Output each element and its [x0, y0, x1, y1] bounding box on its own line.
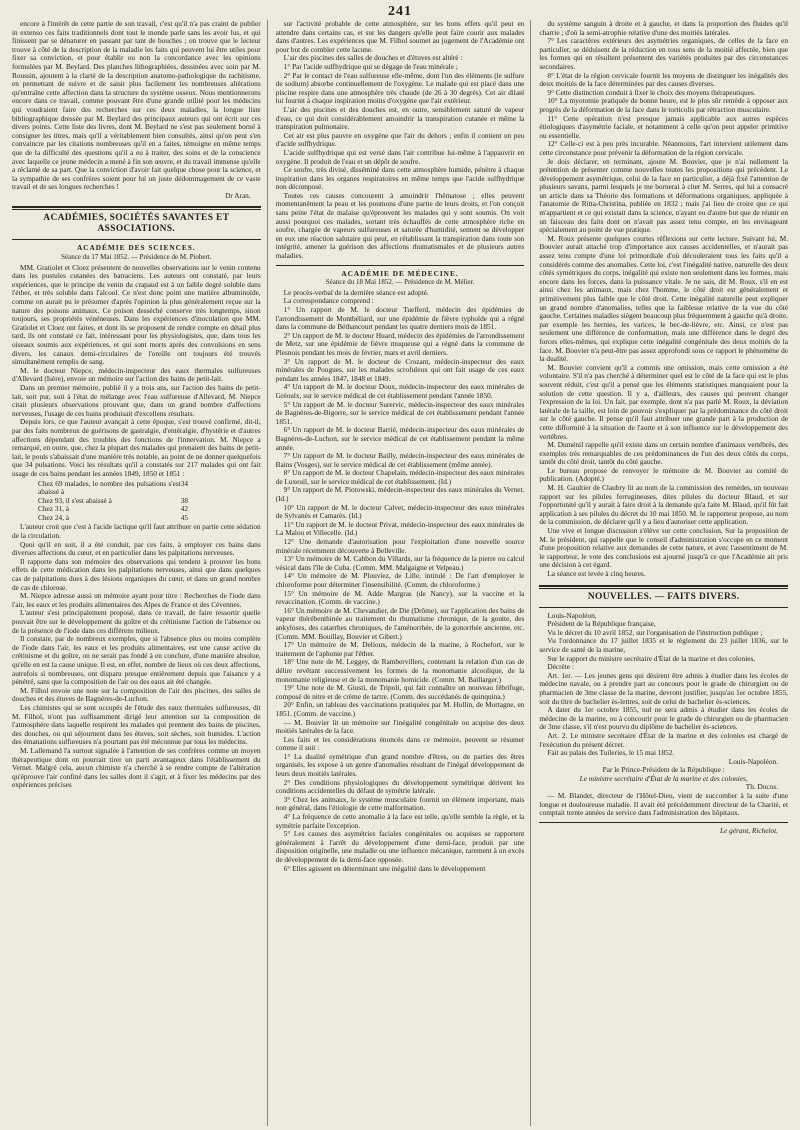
- decree-minister-title: Le ministre secrétaire d'État de la marine et des colonies,: [579, 773, 748, 783]
- table-row: [38, 514, 188, 523]
- paragraph: 9° Un rapport de M. Piotowski, médecin-inspecteur des eaux minérales du Vernet. (Id.): [275, 485, 525, 504]
- section-title-academies: ACADÉMIES, SOCIÉTÉS SAVANTES ET ASSOCIATIONS.: [43, 213, 230, 235]
- blandet-note: [539, 792, 788, 818]
- paragraph: MM. Gratiolet et Cloez présentent de nouvelles observations sur le venin contenu dans les pustules cutanées des batraciens. Les auteurs ont constaté, par leurs expériences, que le principe du venin du crapaud est à un faible degré soluble dans l'éther, et très soluble dans l'alcool. Ce n'est donc point une matière albuminoïde, comme on aurait pu le présumer d'après l'opinion la plus généralement reçue sur la nature des poisons animaux. Ce poison desséché conserve très longtemps, sinon toujours, ses propriétés vénéneuses. Dans les expériences d'inoculation que MM. Gratiolet et Cloez ont faites, et dont ils se proposent de rendre compte en détail plus tard, ils ont constaté ce fait, intéressant pour les physiologistes, que, dans tous les oiseaux soumis aux expériences, et qui sont morts après des convulsions en sens divers, les canaux demi-circulaires de l'oreille ont toujours été trouvés simultanément remplis de sang.: [12, 262, 261, 367]
- paragraph: 19° Une note de M. Giusti, de Tripoli, qui fait connaître un nouveau fébrifuge, composé de nitre et de crème de tartre. (Comm. des succédanés de quinquina.): [275, 683, 525, 701]
- table-row-label: Chez 69 malades, le nombre des pulsations s'est abaissé à: [38, 478, 181, 497]
- paragraph: L'air des piscines et des douches est, en outre, sensiblement saturé de vapeur d'eau, ce qui doit considérablement amoindrir la transpiration cutanée et même la transpiration pulmonaire.: [275, 104, 525, 132]
- paragraph: Les faits et les considérations énoncés dans ce mémoire, peuvent se résumer comme il suit :: [275, 734, 525, 753]
- paragraph: L'auteur s'est principalement proposé, dans ce travail, de faire ressortir quelle pouvait être sur le développement du goître et du crétinisme l'action de l'absence ou de la présence de l'iode dans ces différens milieux.: [12, 608, 261, 635]
- paragraph: M. Bouvier convient qu'il a commis une omission, mais cette omission a été volontaire. S'il n'a pas cherché à déterminer quel est le côté de la face qui est le plus souvent réduit, c'est qu'il a pensé que les éléments statistiques manquaient pour la solution de cette question. Il y a, d'ailleurs, des causes qui peuvent changer l'expression de la loi. Un fait, par exemple, dont n'a pas parlé M. Roux, la déviation latérale de la taille, est loin de pouvoir s'expliquer par la prédominance du côté droit sur le côté gauche. Il pense qu'il faut attribuer une grande part à la production de cette difformité à la situation de l'aorte et à son influence sur le développement des vertèbres.: [539, 362, 789, 441]
- middle-column: [276, 20, 532, 1126]
- paragraph: Décrète :: [547, 662, 574, 672]
- paragraph: 4° Un rapport de M. le docteur Doux, médecin-inspecteur des eaux minérales de Gréoulx, sur le service médical de cet établissement pendant l'année 1850.: [275, 382, 525, 400]
- paragraph: 12° Une demande d'autorisation pour l'exploitation d'une nouvelle source minérale récemment découverte à Belleville.: [275, 537, 525, 555]
- left-column: [12, 20, 268, 1126]
- table-row-value: 38: [180, 495, 188, 505]
- paragraph: 5° Un rapport de M. le docteur Surervic, médecin-inspecteur des eaux minérales de Bagnères-de-Bigorre, sur le service médical de cet établissement pendant l'année 1851.: [275, 399, 525, 426]
- footer-divider: [539, 822, 788, 823]
- section-divider-thin: [12, 239, 261, 240]
- paragraph: 16° Un mémoire de M. Chevandier, de Die (Drôme), sur l'application des bains de vapeur thérébenthinée au traitement du rhumatisme chronique, de la goutte, des ankyloses, des catarrhes chroniques, de l'aménorrhée, de la gonorrhée ancienne, etc. (Comm. MM. Bouillay, Bouvier et Gibert.): [275, 605, 525, 641]
- decree-signature: Louis-Napoléon.: [728, 756, 779, 766]
- paragraph: M. Lallemand l'a surtout signalée à l'attention de ses confrères comme un moyen thérapeutique dont on pourrait tirer un parti avantageux dans l'établissement du Vernet. Malgré cela, aucun chimiste n'a cherché à se rendre compte de l'altération qu'éprouve l'air confiné dans les salles dont il s'agit, et à fixer les médecins par des expériences précises: [12, 745, 261, 790]
- paragraph: sur l'activité probable de cette atmosphère, sur les bons effets qu'il peut en attendre dans certains cas, et sur les dangers qu'elle peut faire courir aux malades dans d'autres. Les expériences que M. Filhol soumet au jugement de l'Académie ont pour but de combler cette lacune.: [275, 20, 525, 54]
- section-divider-medecine: [276, 265, 525, 266]
- paragraph: M. Filhol envoie une note sur la composition de l'air des piscines, des salles de douches et des étuves de Bagnères-de-Luchon.: [12, 685, 261, 704]
- table-row-label: Chez 24, à: [38, 512, 70, 522]
- paragraph: Je dois déclarer, en terminant, ajoute M. Bouvier, que je n'ai nullement la prétention de présenter comme nouvelles toutes les propositions qui précèdent. Le développement asymétrique, celui de la face en particulier, a déjà fixé l'attention de plusieurs savans, parmi lesquels je me bornerai à citer M. Serres, qui lui a consacré un article dans sa Théorie des formations et déformations organiques, appliquée à l'anatomie de Ritta-Christina, publiée en 1832 ; mais j'ai lieu de croire que ce qui m'appartient et ce qui existait dans la science, n'ayant eu d'autre but que de réunir en un faisceau des faits dont on n'avait pas assez tenu compte, en les envisageant spécialement au point de vue pratique.: [539, 156, 789, 235]
- paragraph: Vu l'ordonnance du 17 juillet 1835 et le règlement du 23 juillet 1836, sur le service de santé de la marine,: [539, 636, 789, 654]
- paragraph: 2° Par le contact de l'eau sulfureuse elle-même, dont l'un des éléments (le sulfure de sodium) absorbe continuellement de l'oxygène. Le malade qui est placé dans une piscine respire dans une atmosphère très chaude (de 26 à 30 degrés). Cet air dilaté lui fournit à chaque inspiration moins d'oxygène que l'air extérieur.: [275, 70, 525, 106]
- paragraph: Depuis lors, ce que l'auteur avançait à cette époque, s'est trouvé confirmé, dit-il, par des faits nombreux de guérisons de gastralgie, d'entéralgie, d'hystérie et d'autres affections dépendant des troubles des fonctions de l'innervation. M. Niepce a remarqué, en outre, que, chez la plupart des malades qui prenaient des bains de petit-lait, le pouls s'abaissait d'une manière très notable, au point de ne donner quelquefois que 34 pulsations. Voici les résultats qu'il a constatés sur 217 malades qui ont fait usage de ces bains pendant les années 1849, 1850 et 1851 :: [12, 417, 261, 478]
- pulse-table: [38, 480, 188, 523]
- paragraph: 15° Un mémoire de M. Adde Margras (de Nancy), sur la vaccine et la revaccination. (Comm. de vaccine.): [275, 588, 525, 607]
- paragraph: L'acide sulfhydrique qui est versé dans l'air contribue lui-même à l'appauvrir en oxygène. Il produit de l'eau et un dépôt de soufre.: [275, 147, 525, 166]
- paragraph: 10° La myotomie pratiquée de bonne heure, est le plus sûr remède à opposer aux progrès de la déformation de la face dans le torticolis par rétraction musculaire.: [539, 96, 789, 114]
- paragraph: Art. 2. Le ministre secrétaire d'État de la marine et des colonies est chargé de l'exécution du présent décret.: [539, 730, 789, 749]
- seance-medecine: Séance du 18 Mai 1852. — Présidence de M. Mélier.: [325, 278, 475, 287]
- paragraph: Président de la République française,: [547, 619, 656, 629]
- paragraph: Cet air est plus pauvre en oxygène que l'air du dehors ; enfin il contient un peu d'acide sulfhydrique.: [275, 130, 525, 149]
- filhol-paragraphs: [276, 20, 525, 261]
- sciences-paragraphs-b: [12, 523, 261, 789]
- seance-sciences: Séance du 17 Mai 1852. — Présidence de M. Piobert.: [61, 253, 212, 262]
- paragraph: M. Roux présente quelques courtes réflexions sur cette lecture. Suivant lui, M. Bouvier aurait attaché trop d'importance aux causes accidentelles, et n'aurait pas assez tenu compte d'une loi primordiale d'où découleraient tous les faits qu'il a considérés comme des anomalies. Cette loi, c'est l'inégalité native, naturelle des deux côtés symétriques du corps, inégalité qui existe non seulement dans les formes, mais encore dans les forces, dans la puissance vitale. Je ne sais, dit M. Roux, s'il en est ainsi chez les animaux, mais chez l'homme, le côté droit est généralement et primitivement plus faible que le côté droit. Cette inégalité naturelle peut expliquer un grand nombre d'anomalies, telles que la faiblesse relative de la vue du côté gauche. Certaines maladies siègent beaucoup plus fréquemment à gauche qu'à droite, par exemple les hernies, les varices, le bec-de-lièvre, etc. Ainsi, ce n'est pas seulement une différence de conformation, mais une différence dans le degré des forces elles-mêmes, qui explique cette inégalité congénitale des deux moitiés de la face. M. Bouvier n'a peut-être pas assez approfondi sous ce rapport le phénomène de la dualité.: [539, 233, 789, 364]
- blandet-paragraph: — M. Blandet, directeur de l'Hôtel-Dieu, vient de succomber à la suite d'une longue et douloureuse maladie. Il avait été précédemment directeur de la Charité, et comptait trente années de service dans l'administration des hôpitaux.: [539, 791, 789, 818]
- decree-minister-name: Th. Ducos.: [745, 782, 779, 792]
- paragraph: 8° Un rapport de M. le docteur Chapelain, médecin-inspecteur des eaux minérales de Luxeuil, sur le service médical de cet établissement. (Id.): [275, 468, 525, 486]
- table-row-label: Chez 93, il s'est abaissé à: [38, 495, 112, 505]
- paragraph: 20° Enfin, un tableau des vaccinations pratiquées par M. Hullin, de Mortagne, en 1851. (Comm. de vaccine.): [275, 700, 525, 718]
- intro-text: [12, 20, 261, 192]
- paragraph: 6° Un rapport de M. le docteur Barrié, médecin-inspecteur des eaux minérales de Bagnères-de-Luchon, sur le service médical de cet établissement pendant la même année.: [275, 425, 525, 452]
- paragraph: 6° Elles agissent en déterminant une inégalité dans le développement: [283, 863, 486, 873]
- paragraph: M. le docteur Niepce, médecin-inspecteur des eaux thermales sulfureuses d'Allevard (Isère), envoie un mémoire sur l'action des bains de petit-lait.: [12, 365, 261, 384]
- paragraph: M. H. Gaultier de Claubry lit au nom de la commission des remèdes, un nouveau rapport sur les pilules ferrugineuses, dites pilules du docteur Blaud, et sur l'opportunité qu'il y aurait à faire droit à la demande qu'a faite M. Blaud, qu'il fût fait application à ses pilules du décret du 10 mai 1850. M. le rapporteur propose, au nom de la commission, de déclarer qu'il y a lieu d'autoriser cette application.: [539, 483, 789, 527]
- paragraph: 1° Par l'acide sulfhydrique qui se dégage de l'eau minérale ;: [283, 61, 458, 71]
- medecine-paragraphs: [276, 289, 525, 873]
- sciences-paragraphs-a: [12, 264, 261, 479]
- columns: [12, 20, 788, 1126]
- paragraph: 10° Un rapport de M. le docteur Calvet, médecin-inspecteur des eaux minérales de Sylvanès et Camarès. (Id.): [275, 502, 525, 521]
- paragraph: Fait au palais des Tuileries, le 15 mai 1852.: [547, 748, 675, 758]
- paragraph: Vu le décret du 10 avril 1852, sur l'organisation de l'instruction publique ;: [547, 627, 763, 637]
- paragraph: Le procès-verbal de la dernière séance est adopté.: [283, 287, 429, 297]
- gerant-signature: Le gérant, Richelot.: [720, 825, 779, 835]
- paragraph: A dater du 1er octobre 1855, nul ne sera admis à étudier dans les écoles de médecine de la marine, ou à concourir pour le grade de chirurgien ou de pharmacien de 3me classe, s'il n'est pourvu du diplôme de bachelier ès-sciences.: [539, 705, 789, 732]
- academy-sciences-title: ACADÉMIE DES SCIENCES.: [76, 243, 196, 253]
- paragraph: Une vive et longue discussion s'élève sur cette conclusion. Sur la proposition de M. le président, qui rappelle que le conseil d'administration s'occupe en ce moment d'une proposition relative aux demandes de cette nature, et avec l'assentiment de M. le rapporteur, le vote des conclusions est ajourné jusqu'à ce que l'Académie ait pris une décision à cet égard.: [539, 526, 789, 570]
- academy-medecine-title: ACADÉMIE DE MÉDECINE.: [341, 268, 459, 278]
- paragraph: — M. Bouvier lit un mémoire sur l'inégalité congénitale ou acquise des deux moitiés latérales de la face.: [275, 717, 525, 736]
- paragraph: 3° Un rapport de M. le docteur de Crozant, médecin-inspecteur des eaux minérales de Pougues, sur les malades scrofuleux qui ont fait usage de ces eaux pendant les années 1847, 1848 et 1849.: [275, 356, 525, 383]
- paragraph: Il constate, par de nombreux exemples, que si l'absence plus ou moins complète de l'iode dans l'air, les eaux et les produits alimentaires, est une cause active du crétinisme et du goître, on ne serait pas fondé à en conclure, d'une manière absolue, qu'elle en est la cause unique. Il est, en effet, nombre de lieux où ces deux affections, autrefois si nombreuses, ont disparu presque entièrement depuis que l'aisance y a pénétré, sans que la composition de l'air ou des eaux ait été changée.: [12, 634, 261, 687]
- right-column: [539, 20, 788, 1126]
- paragraph: du système sanguin à droite et à gauche, et dans la proportion des fluides qu'il charrie ; d'où la semi-atrophie relative d'une des moitiés latérales.: [539, 20, 789, 37]
- news-divider: [539, 585, 788, 589]
- decree-countersign-intro: Par le Prince-Président de la République :: [602, 765, 725, 775]
- page-number: 241: [388, 4, 412, 19]
- paragraph: 1° Un rapport de M. le docteur Tuefferd, médecin des épidémies de l'arrondissement de Montbéliard, sur une épidémie de fièvre typhoïde qui a régné dans la commune de Béthancourt pendant les quatre derniers mois de 1851.: [275, 305, 525, 332]
- news-title: NOUVELLES. — FAITS DIVERS.: [587, 591, 740, 602]
- paragraph: Art. 1er. — Les jeunes gens qui désirent être admis à étudier dans les écoles de médecine navale, ou à prendre part au concours pour le grade de chirurgien ou de pharmacien de 3me classe de la marine, devront justifier, jusqu'au 1er octobre 1855, soit du titre de bachelier ès-lettres, soit de celui de bachelier ès-sciences.: [539, 670, 789, 706]
- paragraph: Ce soufre, très divisé, disséminé dans cette atmosphère humide, pénètre à chaque inspiration dans les organes respiratoires en même temps que l'acide sulfhydrique non décomposé.: [275, 165, 525, 192]
- paragraph: Louis-Napoléon,: [547, 610, 597, 620]
- paragraph: 3° Chez les animaux, le système musculaire fournit un élément important, mais non général, dans l'étiologie de cette malformation.: [275, 794, 525, 813]
- paragraph: Dans un premier mémoire, publié il y a trois ans, sur l'action des bains de petit-lait, soit pur, soit à l'état de mélange avec l'eau sulfureuse d'Allevard, M. Niepce citait plusieurs observations prouvant que, dans un grand nombre d'affections nerveuses, l'usage de ces bains produisait d'excellens résultats.: [12, 382, 261, 418]
- paragraph: Il rapporte dans son mémoire des observations qui tendent à prouver les bons effets de cette médication dans les palpitations nerveuses, ainsi que dans quelques cas de palpitations dues à des lésions organiques du cœur, et dans un grand nombre de cas de chlorose.: [12, 556, 261, 592]
- paragraph: 9° Cette distinction conduit à fixer le choix des moyens thérapeutiques.: [547, 87, 756, 97]
- paragraph: Le bureau propose de renvoyer le mémoire de M. Bouvier au comité de publication. (Adopté.): [539, 465, 789, 484]
- intro-signature: Dr Aran.: [225, 190, 251, 200]
- paragraph: M. Niepce adresse aussi un mémoire ayant pour titre : Recherches de l'iode dans l'air, les eaux et les produits alimentaires des Alpes de France et des Cévennes.: [12, 591, 261, 609]
- paragraph: 18° Une note de M. Leggey, de Rambervillers, contenant la relation d'un cas de délire revêtant successivement les formes de la monomanie alcoolique, de la monomanie religieuse et de la monomanie homicide. (Comm. M. Baillarger.): [275, 657, 525, 684]
- news-divider-thin: [539, 607, 788, 608]
- paragraph: 5° Les causes des asymétries faciales congénitales ou acquises se rapportent généralement à l'arrêt du développement d'une demi-face, produit par une disposition originelle, une maladie ou une influence mécanique, rarement à un excès de développement de la demi-face opposée.: [275, 829, 525, 864]
- paragraph: 13° Un mémoire de M. Cabbon du Villards, sur la fréquence de la pierre ou calcul vésical dans l'île de Cuba. (Comm. MM. Malgaigne et Velpeau.): [275, 554, 525, 572]
- paragraph: 11° Un rapport de M. le docteur Privat, médecin-inspecteur des eaux minérales de La Malou et Villecelle. (Id.): [275, 519, 525, 538]
- paragraph: 8° L'état de la région cervicale fournit les moyens de distinguer les inégalités des deux moitiés de la face déterminées par des causes diverses.: [539, 70, 789, 89]
- paragraph: 7° Les caractères extérieurs des asymétries organiques, de celles de la face en particulier, se déduisent de la réduction en tous sens de la moitié affectée, bien que les formes qui en résultent présentent des variétés produites par des circonstances secondaires.: [539, 36, 789, 71]
- table-row-value: 42: [180, 504, 188, 514]
- table-row: [38, 480, 188, 497]
- paragraph: 11° Cette opération n'est presque jamais applicable aux autres espèces étiologiques d'asymétrie faciale, et notamment à celle qu'on peut appeler primitive ou essentielle.: [539, 113, 789, 140]
- paragraph: Toutes ces causes concourent à amoindrir l'hématose ; elles peuvent momentanément la peau et les poumons d'une partie de leurs droits, et l'on conçoit sans peine l'état de malaise qu'éprouvent les malades qui y sont soumis. On voit aussi pourquoi ces malades, sortant très échauffés de cette atmosphère riche en soufre, chargée de vapeurs sulfureuses et saturée d'humidité, sentent se développer en eux une réaction salutaire qui peut, en rétablissant la transpiration dans toute son intégrité, amener la guérison des affections rhumatismales et de plusieurs autres maladies.: [275, 190, 525, 261]
- paragraph: 14° Un mémoire de M. Plouviez, de Lille, intitulé : De l'art d'employer le chloroforme pour déterminer l'insensibilité. (Comm. du chloroforme.): [275, 571, 525, 589]
- paragraph: 17° Un mémoire de M. Delioux, médecin de la marine, à Rochefort, sur le traitement de l'aphonie par l'éther.: [275, 640, 525, 658]
- decree-paragraphs: [539, 612, 788, 758]
- section-divider: [12, 206, 261, 210]
- paragraph: La séance est levée à cinq heures.: [547, 569, 646, 578]
- paragraph: Sur le rapport du ministre secrétaire d'État de la marine et des colonies,: [547, 653, 756, 663]
- table-row-label: Chez 31, à: [38, 504, 70, 514]
- paragraph: 2° Des conditions physiologiques du développement symétrique dérivent les conditions accidentelles du défaut de symétrie latérale.: [275, 777, 525, 796]
- paragraph: 4° La fréquence de cette anomalie à la face est telle, qu'elle semble la règle, et la symétrie parfaite l'exception.: [275, 812, 525, 830]
- table-row-value: 45: [180, 512, 188, 522]
- paragraph: Quoi qu'il en soit, il a été conduit, par ces faits, à employer ces bains dans diverses affections du cœur, et en particulier dans les palpitations nerveuses.: [12, 539, 261, 558]
- paragraph: 1° La dualité symétrique d'un grand nombre d'êtres, ou de parties des êtres organisés, les expose à un genre d'anomalies résultant de l'inégal développement de leurs deux moitiés latérales.: [275, 751, 525, 779]
- paragraph: L'air des piscines des salles de douches et d'étuves est altéré :: [283, 53, 463, 63]
- paragraph: 2° Un rapport de M. le docteur Huard, médecin des épidémies de l'arrondissement de Metz, sur une épidémie de fièvre muqueuse qui a régné dans la commune de Plesnois pendant les mois de février, mars et avril derniers.: [275, 330, 525, 357]
- paragraph: 7° Un rapport de M. le docteur Bailly, médecin-inspecteur des eaux minérales de Bains (Vosges), sur le service médical de cet établissement (même année).: [275, 451, 525, 469]
- paragraph: 12° Celle-ci est à peu près incurable. Néanmoins, l'art intervient utilement dans cette circonstance pour prévenir la déformation de la région cervicale.: [539, 139, 789, 157]
- paragraph: M. Duménil rappelle qu'il existe dans un certain nombre d'animaux vertébrés, des exemples très remarquables de ces prédominances de l'un des deux côtés du corps, tantôt du côté droit, tantôt du côté gauche.: [539, 440, 789, 467]
- bouvier-paragraphs: [539, 20, 788, 579]
- paragraph: Les chimistes qui se sont occupés de l'étude des eaux thermales sulfureuses, dit M. Filhol, n'ont pas suffisamment dirigé leur attention sur la composition de l'atmosphère dans laquelle respirent les malades qui prennent des bains de piscines, des douches, ou qui séjournent dans les étuves, soit sèches, soit humides. L'action des émanations sulfureuses n'a pourtant pas été méconnue par tous les médecins.: [12, 702, 261, 747]
- paragraph: L'auteur croit que c'est à l'acide lactique qu'il faut attribuer en partie cette sédation de la circulation.: [12, 522, 261, 541]
- paragraph: La correspondance comprend :: [283, 296, 374, 306]
- table-row-value: 34: [180, 478, 188, 488]
- paragraph: encore à l'intérêt de cette partie de son travail, c'est qu'il n'a pas craint de publier in extenso ces faits traditionnels dont tout le monde parle sans les avoir lus, et qui finissent par se dénaturer en passant par tant de bouches ; on trouve que le lecteur trouve à côté de la description de la maladie les faits qui peuvent lui être utiles pour fixer sa conviction, et pour établir ou non la concordance avec les opinions formulées par M. Beylard. Des planches lithographiées, dessinées avec soin par M. Roussin, ajoutent à la clarté de la description anatomo-pathologique du rachitisme, en permettant de suivre et de saisir plus facilement les nombreuses altérations qu'entraîne cette affection dans la structure du système osseux. Nous mentionnerons encore dans ce travail, comme pouvant être d'une grande utilité pour les médecins qui voudraient faire des recherches sur ces deux maladies, la longue liste bibliographique dressée par M. Beylard des principaux auteurs qui ont écrit sur ces divers points. Cette liste des livres, dont M. Beylard ne s'est pas seulement borné à consigner les titres, mais qu'il a véritablement bien consultés, ainsi qu'on peut s'en convaincre par les citations nombreuses qu'il en a faites, témoigne en même temps que de la difficulté des questions qu'il a eu à traiter, des soins et de la conscience avec laquelle ce jeune médecin a mené à fin son œuvre, et du travail immense qu'elle a réclamé de sa part. Que la conviction d'avoir fait quelque chose pour la science, et la sympathie de ses confrères soient pour lui un juste dédommagement de ce vaste travail et de ses longues recherches !: [12, 20, 261, 192]
